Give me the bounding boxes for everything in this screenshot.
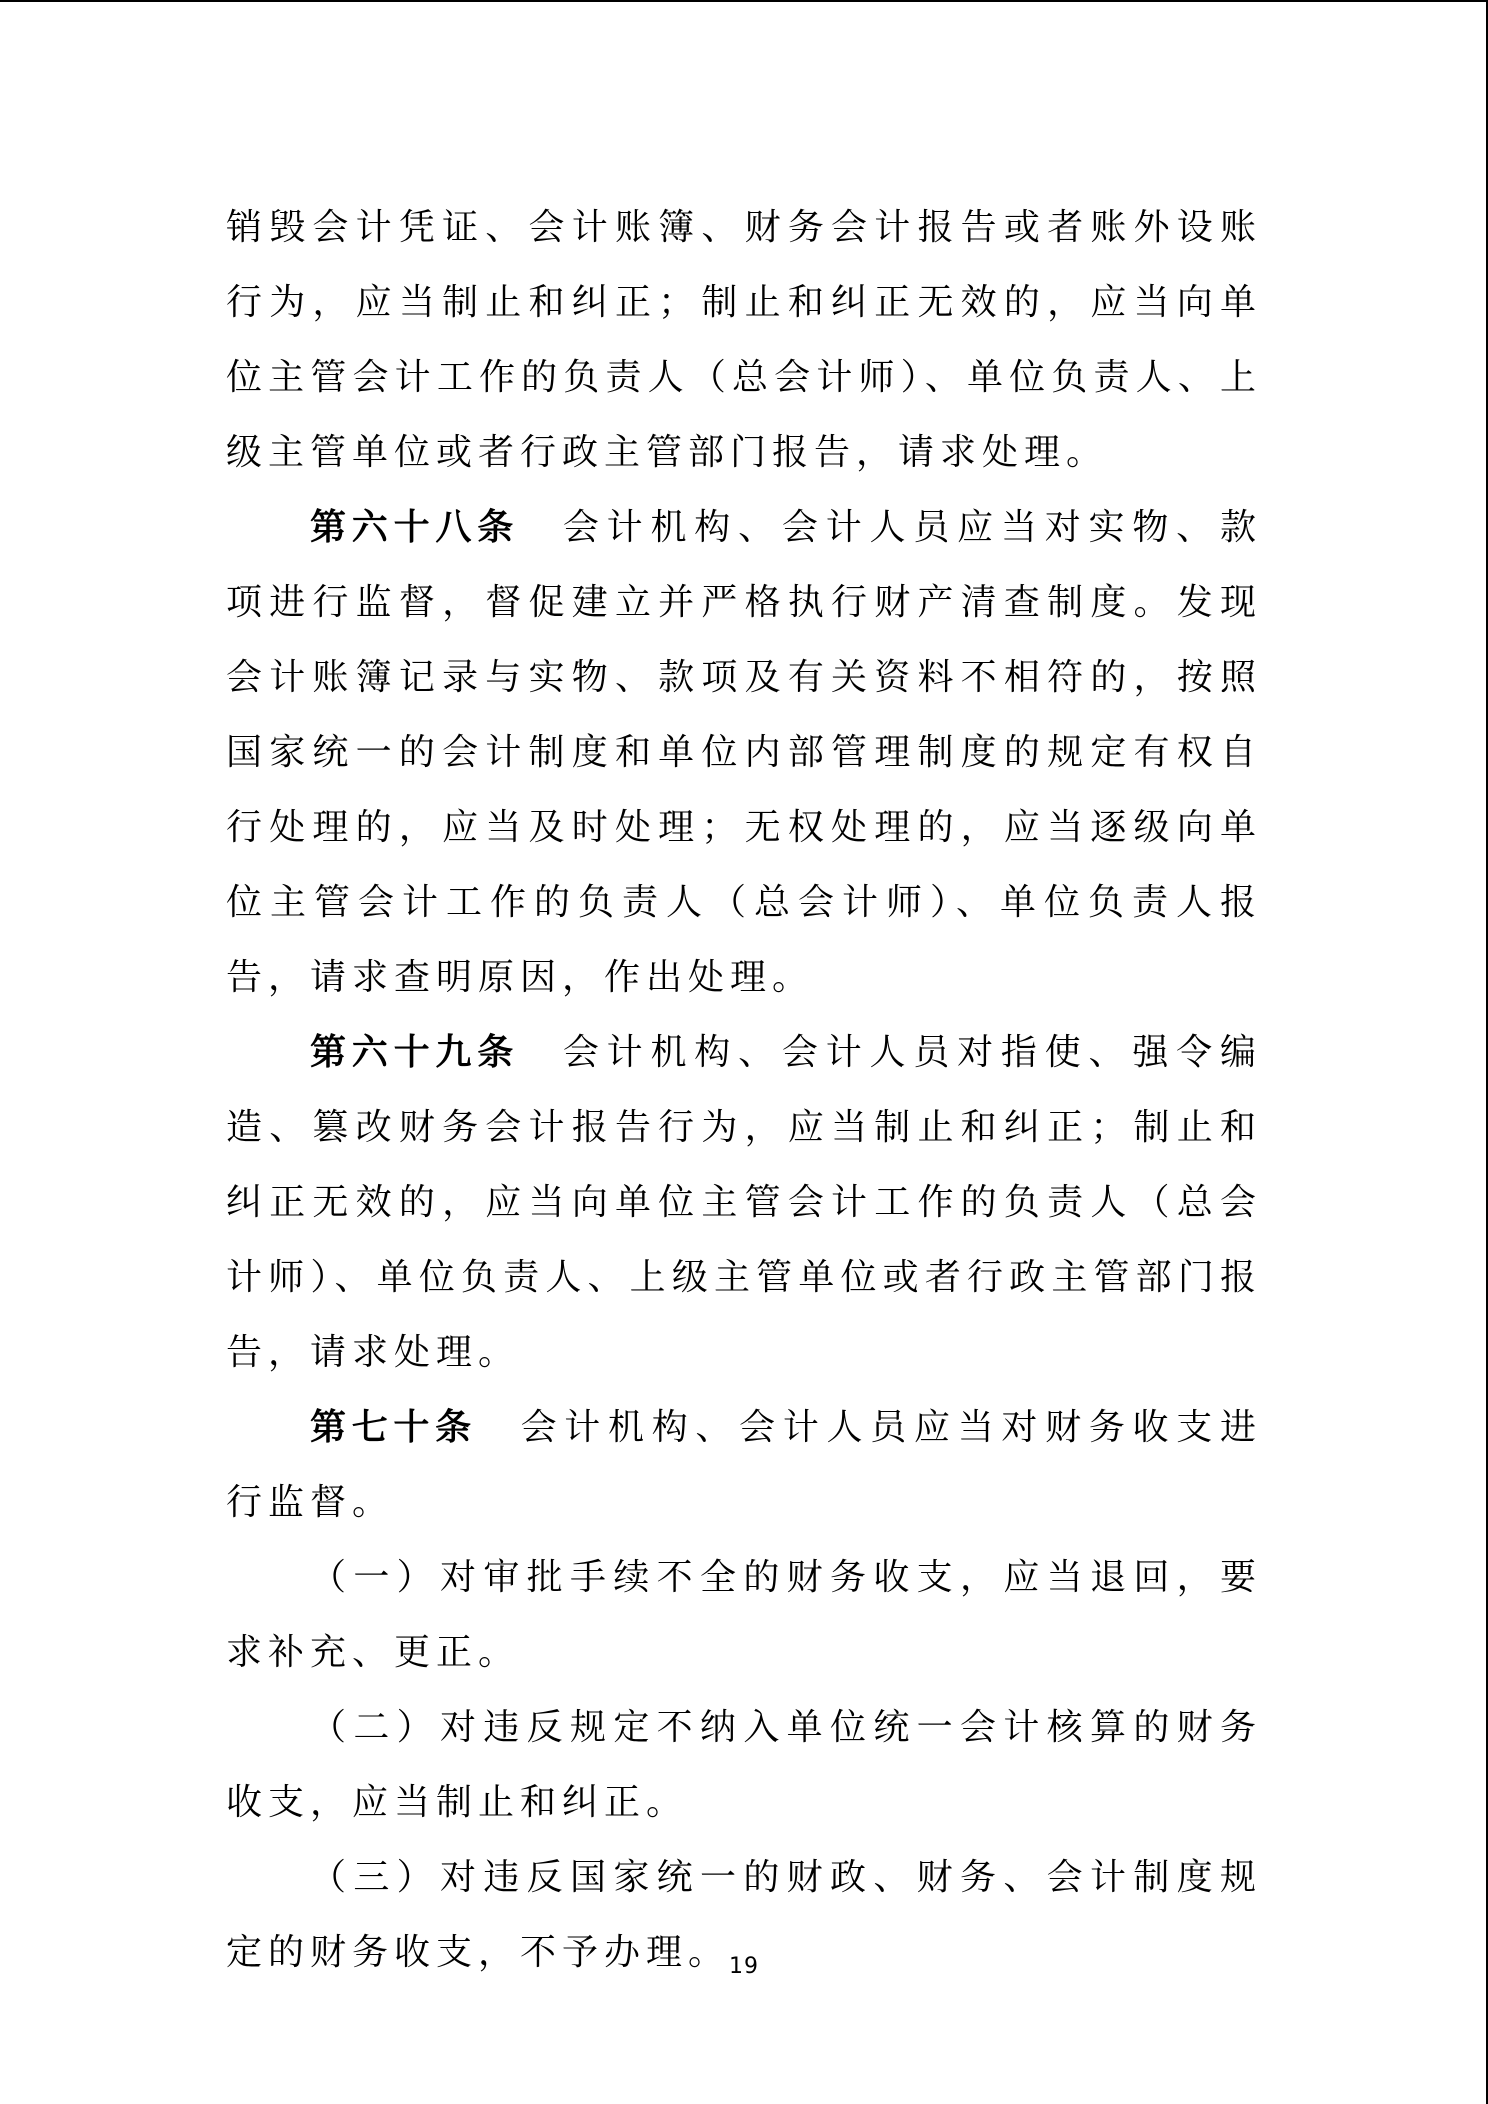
article-text: 会计机构、会计人员应当对实物、款项进行监督，督促建立并严格执行财产清查制度。发现会计账簿记录与实物、款项及有关资料不相符的，按照国家统一的会计制度和单位内部管理制度的规定有权自行处理的，应当及时处理；无权处理的，应当逐级向单位主管会计工作的负责人（总会计师）、单位负责人报告，请求查明原因，作出处理。 — [226, 507, 1262, 998]
article-text: 会计机构、会计人员应当对财务收支进行监督。 — [226, 1407, 1262, 1523]
article-text: 会计机构、会计人员对指使、强令编造、篡改财务会计报告行为，应当制止和纠正；制止和纠正无效的，应当向单位主管会计工作的负责人（总会计师）、单位负责人、上级主管单位或者行政主管部门报告，请求处理。 — [226, 1032, 1262, 1373]
list-item-2 — [226, 1690, 1262, 1840]
article-70 — [226, 1390, 1262, 1540]
paragraph-text: 销毁会计凭证、会计账簿、财务会计报告或者账外设账行为，应当制止和纠正；制止和纠正无效的，应当向单位主管会计工作的负责人（总会计师）、单位负责人、上级主管单位或者行政主管部门报告，请求处理。 — [226, 207, 1262, 473]
article-69 — [226, 1015, 1262, 1390]
list-item-1 — [226, 1540, 1262, 1690]
article-number: 第六十九条 — [310, 1032, 520, 1073]
article-number: 第七十条 — [310, 1407, 477, 1448]
article-number: 第六十八条 — [310, 507, 520, 548]
article-68 — [226, 490, 1262, 1015]
paragraph-continuation — [226, 190, 1262, 490]
list-item-text: （三）对违反国家统一的财政、财务、会计制度规定的财务收支，不予办理。 — [226, 1857, 1262, 1973]
page-number: 19 — [729, 1954, 759, 1979]
list-item-text: （一）对审批手续不全的财务收支，应当退回，要求补充、更正。 — [226, 1557, 1262, 1673]
document-body — [226, 190, 1262, 1990]
page-top-border — [0, 0, 1488, 2]
list-item-text: （二）对违反规定不纳入单位统一会计核算的财务收支，应当制止和纠正。 — [226, 1707, 1262, 1823]
